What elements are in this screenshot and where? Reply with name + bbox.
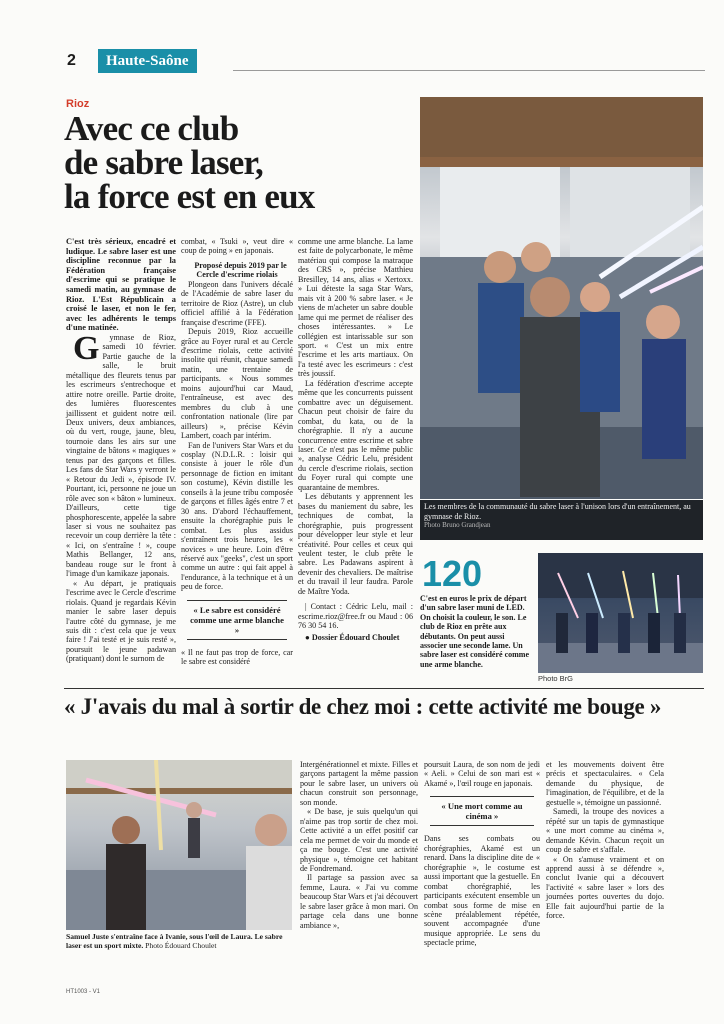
paragraph: Samedi, la troupe des novices a répété sur un tapis de gymnastique « une mort comme au cinéma », demande Kévin. Chacun reçoit un coup de sabre et s'affale. — [546, 807, 664, 855]
byline: ● Dossier Édouard Choulet — [305, 632, 400, 642]
paragraph: Depuis 2019, Rioz accueille grâce au Foyer rural et au Cercle d'escrime riolais, cette activité insolite qui réunit, chaque samedi matin, une trentaine de participants. « Nous sommes moins aujourd'hui car Maud, l'entraîneuse, est avec des membres du club à une confrontation nationale (lire par ailleurs) », précise Kévin Lambert, coach par intérim. — [181, 327, 293, 441]
subheading: Proposé depuis 2019 par le Cercle d'escrime riolais — [194, 260, 287, 280]
paragraph: comme une arme blanche. La lame est faite de polycarbonate, le même matériau qui compose la matraque des CRS », précise Matthieu Bresilley, 14 ans, alias « Xertoxx. » Lui déteste la saga Star Wars, mais vit à 200 % sabre laser. « Je viens de m'acheter un sabre double lame qui me permet de réaliser des choses intéressantes. » Le collégien est intarissable sur son sport. « C'est un mix entre l'escrime et les arts martiaux. On l'a testé avec les escrimeurs : c'est très joussif. — [298, 237, 413, 379]
main-photo-caption — [420, 500, 703, 540]
story-divider — [64, 688, 704, 689]
page-footer-code: HT1003 - V1 — [66, 989, 101, 995]
secondary-photo-caption — [66, 932, 292, 950]
paragraph: « Il ne faut pas trop de force, car le sabre est considéré — [181, 647, 293, 667]
headline-line: de sabre laser, — [64, 143, 263, 182]
small-photo-credit: Photo BrG — [538, 674, 574, 683]
paragraph: Dans ses combats ou chorégraphies, Akamé est un renard. Dans la discipline dite de « chorégraphie », le costume est aussi important que la gestuelle. En combat chorégraphié, les participants exécutent ensemble un combat sous forme de mise en scène préalablement répétée, souvent accompagnée d'une musique appropriée. Le sens du spectacle prime, — [424, 834, 540, 948]
article-column-1 — [66, 237, 176, 664]
header-rule — [233, 70, 705, 71]
pull-quote: « Le sabre est considéré comme une arme blanche » — [187, 600, 287, 640]
paragraph: « De base, je suis quelqu'un qui n'aime pas trop sortir de chez moi. Cette activité a un effet positif car cela me permet de voir du monde et ça me bouge. C'est une activité physique », témoigne cet habitant de Fondremand. — [300, 807, 418, 873]
main-photo — [420, 97, 703, 499]
pull-quote: « Une mort comme au cinéma » — [430, 796, 534, 826]
paragraph-text: ymnase de Rioz, samedi 10 février. Partie gauche de la salle, le bruit métallique des fleurets tenus par les escrimeurs s'entrechoque et attire notre oreille. Partie droite, des lumières fluorescentes jaillissent et guident notre œil. Deux univers, deux ambiances, où du vert, rouge, jaune, bleu, tournoie dans les airs sur une vingtaine de bâtons « magiques » tenus par des garçons et filles. Les fans de Star Wars y verront le « Retour du Jedi », épisode IV. Pourtant, ici, personne ne joue un rôle avec son « bâton » lumineux. D'ailleurs, cette tige phosphorescente, appelée la sabre laser si vous ne souhaitez pas recevoir un coup derrière la tête : « Ici, on s'entraîne ! », coupe Mathis Bellanger, 12 ans, bandeau rouge sur le front à l'image d'un kamikaze japonais. — [66, 332, 176, 579]
duel-photo — [66, 760, 292, 930]
secondary-column-3 — [546, 760, 664, 921]
secondary-photo — [66, 760, 292, 930]
paragraph: combat, « Tsuki », veut dire « coup de poing » en japonais. — [181, 237, 293, 256]
secondary-column-2 — [424, 760, 540, 948]
contact-info: | Contact : Cédric Lelu, mail : escrime.rioz@free.fr ou Maud : 06 76 30 54 16. — [298, 602, 413, 631]
small-photo — [538, 553, 703, 673]
headline-line: Avec ce club — [64, 109, 239, 148]
page-number: 2 — [67, 52, 76, 69]
paragraph: Il partage sa passion avec sa femme, Laura. « J'ai vu comme beaucoup Star Wars et j'ai découvert le sabre laser grâce à mon mari. On partage cela dans une bonne ambiance », — [300, 873, 418, 930]
paragraph: Les débutants y apprennent les bases du maniement du sabre, les techniques de combat, la chorégraphie, puis progressent pour développer leur style et leur créativité. Pour celles et ceux qui veulent tester, le club prête le sabre. Les Padawans aspirent à devenir des chevaliers. De maîtrise et du travail il leur faudra. Parole de Maître Yoda. — [298, 492, 413, 596]
secondary-column-1 — [300, 760, 418, 930]
paragraph: et les mouvements doivent être précis et spectaculaires. « Cela demande du physique, de l'imagination, de l'équilibre, et de la gestuelle », témoigne un passionné. — [546, 760, 664, 807]
article-headline — [64, 109, 414, 216]
article-column-2 — [181, 237, 293, 667]
photo-credit: Photo Édouard Choulet — [145, 941, 217, 950]
fact-text: C'est en euros le prix de départ d'un sabre laser muni de LED. On choisit la couleur, le son. Le club de Rioz en prête aux débutants. On peut aussi associer une seconde lame. Un sabre laser est considéré comme une arme blanche. — [420, 594, 530, 669]
paragraph: poursuit Laura, de son nom de jedi « Aeli. » Celui de son mari est « Akamé », l'œil rouge en japonais. — [424, 760, 540, 788]
training-line-photo — [538, 553, 703, 673]
paragraph: La fédération d'escrime accepte même que les concurrents puissent combattre avec un déguisement. Chacun peut choisir de faire du combat, du kata, ou de la chorégraphie. Il n'y a aucune concurrence entre escrime et sabre laser. Ce n'est pas le même public », analyse Cédric Lelu, président du cercle d'escrime riolais, section du Foyer rural qui compte une quarantaine de membres. — [298, 378, 413, 492]
caption-text: Samuel Juste s'entraîne face à Ivanie, sous l'œil de Laura. Le sabre laser est un sport mixte. — [66, 932, 283, 950]
drop-cap: G — [73, 329, 100, 367]
article-lead: C'est très sérieux, encadré et ludique. Le sabre laser est une discipline reconnue par la Fédération française d'escrime qui se pratique le samedi matin, au gymnase de Rioz. L'Est Républicain a croisé le laser, et non le fer, avec les adhérents le temps d'une matinée. — [66, 237, 176, 333]
section-tag: Haute-Saône — [98, 49, 197, 73]
article-column-3 — [298, 237, 413, 642]
lightsaber-group-photo — [420, 97, 703, 499]
paragraph: « On s'amuse vraiment et on apprend aussi à se défendre », conclut Ivanie qui a découvert l'activité « sabre laser » lors des journées portes ouvertes du dojo. Elle fait aujourd'hui partie de la force. — [546, 854, 664, 921]
secondary-headline: « J'avais du mal à sortir de chez moi : cette activité me bouge » — [64, 694, 662, 719]
paragraph: « Au départ, je pratiquais l'escrime avec le Cercle d'escrime riolais. Quand je regardais Kévin manier le sabre laser depuis l'autre côté du gymnase, je me suis dit : c'est cela que je veux faire ! J'ai testé et je suis resté », poursuit le jeune padawan (pratiquant) dont le surnom de — [66, 578, 176, 664]
fact-number: 120 — [422, 553, 483, 594]
photo-credit: Photo Bruno Grandjean — [424, 521, 491, 529]
headline-line: la force est en eux — [64, 177, 315, 216]
paragraph: Intergénérationnel et mixte. Filles et garçons partagent la même passion pour le sabre laser, un univers où chacun construit son personnage, son monde. — [300, 760, 418, 807]
paragraph: Plongeon dans l'univers décalé de l'Académie de sabre laser du territoire de Rioz (Astre), un club officiel affilié à la Fédération française d'escrime (FFE). — [181, 279, 293, 327]
paragraph — [66, 329, 176, 579]
article-kicker: Rioz — [66, 98, 90, 110]
caption-text: Les membres de la communauté du sabre laser à l'unison lors d'un entraînement, au gymnase de Rioz. — [424, 502, 691, 521]
paragraph: Fan de l'univers Star Wars et du cosplay (N.D.L.R. : loisir qui consiste à jouer le rôle d'un personnage de fiction en imitant son costume), Kévin distille les conseils à la jeune tribu composée de garçons et filles âgés entre 7 et 30 ans. D'abord l'échauffement, ensuite la chorégraphie puis le combat. Les plus assidus s'entraînent trois heures, les « novices » une heure. Loin d'être réservé aux "geeks", c'est un sport comme un autre : qui fait appel à l'endurance, à la technique et à un peu de force. — [181, 440, 293, 592]
